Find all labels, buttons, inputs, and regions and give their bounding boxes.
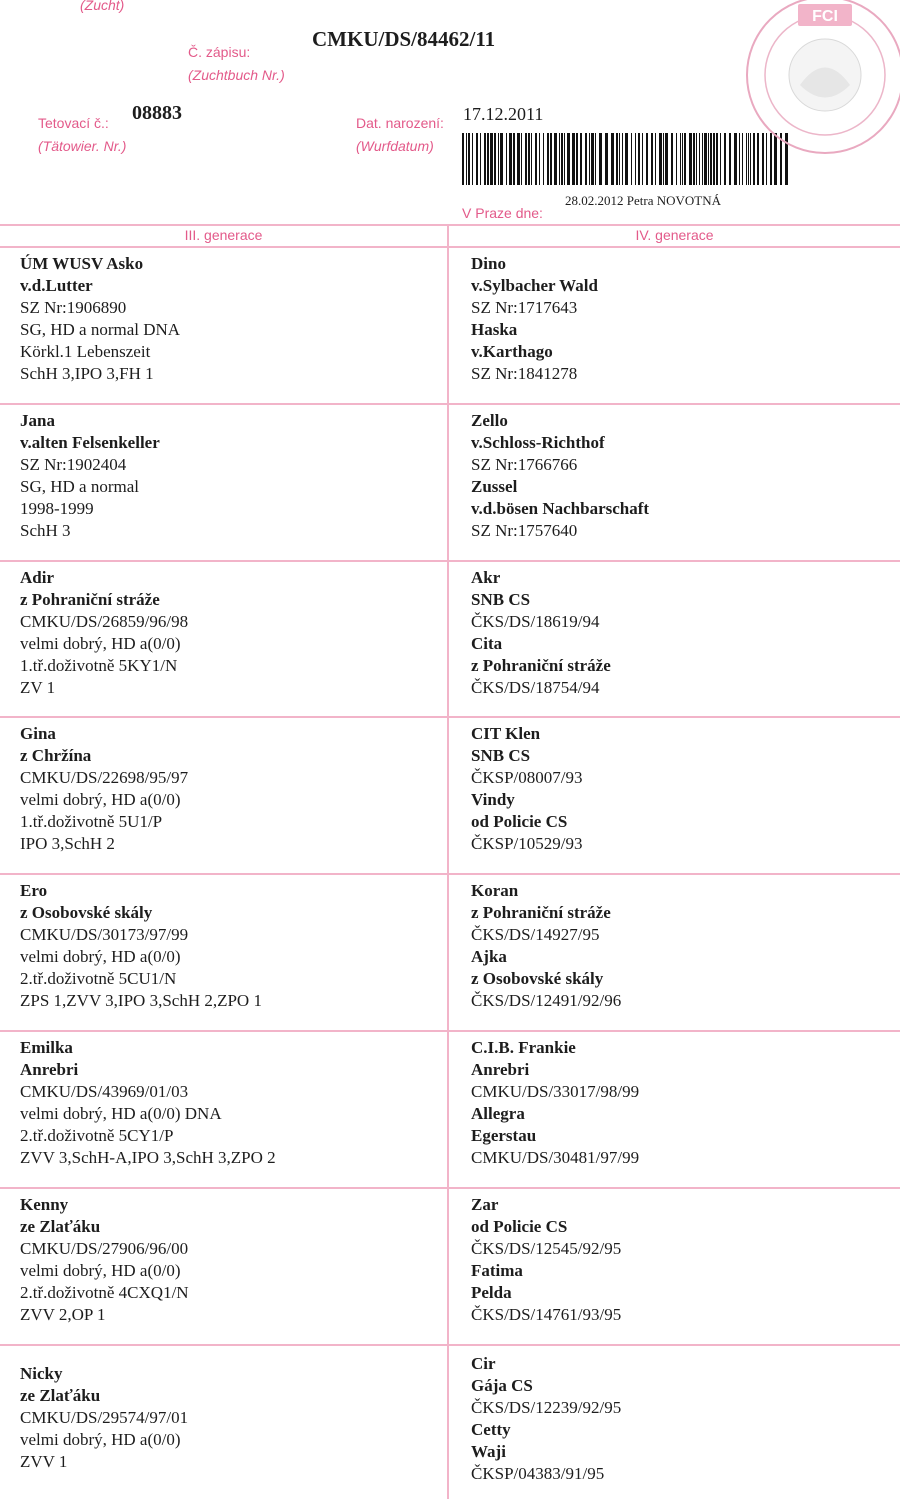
row-divider — [0, 403, 900, 405]
barcode-bar — [480, 133, 481, 185]
barcode-bar — [611, 133, 614, 185]
dog-detail-line: velmi dobrý, HD a(0/0) — [20, 1260, 181, 1280]
dog-name-line: z Pohraniční stráže — [20, 589, 160, 609]
barcode-bar — [724, 133, 726, 185]
barcode-bar — [625, 133, 628, 185]
dog-name-line: z Osobovské skály — [20, 903, 153, 923]
dog-detail-line: ČKSP/10529/93 — [471, 834, 583, 854]
dog-detail-line: CMKU/DS/30173/97/99 — [20, 925, 189, 945]
barcode-bar — [521, 133, 522, 185]
barcode-bar — [572, 133, 575, 185]
dog-name-line: Adir — [20, 567, 54, 587]
dog-name-line: Akr — [471, 567, 501, 587]
barcode-bar — [680, 133, 681, 185]
dog-detail-line: ZPS 1,ZVV 3,IPO 3,SchH 2,ZPO 1 — [20, 991, 262, 1011]
registration-label: Č. zápisu: — [188, 44, 251, 60]
barcode-bar — [513, 133, 515, 185]
barcode-bar — [659, 133, 662, 185]
row-divider — [0, 873, 900, 875]
tattoo-label-de: (Tätowier. Nr.) — [38, 138, 127, 154]
gen3-dog-entry — [20, 723, 188, 855]
dog-detail-line: CMKU/DS/43969/01/03 — [20, 1082, 189, 1101]
dog-detail-line: ČKS/DS/12545/92/95 — [471, 1238, 622, 1258]
dog-detail-line: CMKU/DS/22698/95/97 — [20, 768, 189, 788]
barcode-bar — [468, 133, 470, 185]
gen3-dog-entry — [20, 1363, 188, 1473]
dog-detail-line: 2.tř.doživotně 5CY1/P — [20, 1126, 174, 1145]
gen3-dog-entry — [20, 567, 188, 699]
registration-label-de: (Zuchtbuch Nr.) — [188, 67, 285, 83]
dog-name-line: ÚM WUSV Asko — [20, 254, 144, 273]
column-header-rule — [0, 246, 900, 248]
dog-name-line: Emilka — [20, 1038, 73, 1057]
row-divider — [0, 716, 900, 718]
gen4-parents-entry — [471, 567, 611, 699]
gen4-parents-entry — [471, 880, 621, 1012]
dog-detail-line: velmi dobrý, HD a(0/0) DNA — [20, 1104, 222, 1123]
gen4-parents-entry — [471, 1353, 621, 1485]
barcode-bar — [472, 133, 473, 185]
row-divider — [0, 1344, 900, 1346]
barcode-bar — [466, 133, 467, 185]
dog-detail-line: ČKSP/08007/93 — [471, 768, 583, 788]
dog-name-line: Cetty — [471, 1419, 511, 1439]
barcode-bar — [528, 133, 530, 185]
gen3-dog-entry — [20, 253, 180, 385]
gen4-parents-entry — [471, 410, 649, 542]
barcode-bar — [561, 133, 563, 185]
dog-name-line: Dino — [471, 254, 506, 273]
barcode-bar — [619, 133, 620, 185]
barcode-bar — [589, 133, 590, 185]
barcode-bar — [595, 133, 596, 185]
barcode-bar — [720, 133, 721, 185]
dog-name-line: Fatima — [471, 1260, 523, 1280]
dog-detail-line: ČKS/DS/14927/95 — [471, 925, 600, 945]
barcode-bar — [500, 133, 503, 185]
gen4-parents-entry — [471, 723, 582, 855]
barcode-bar — [663, 133, 664, 185]
dog-detail-line: ZVV 1 — [20, 1451, 68, 1471]
dog-detail-line: CMKU/DS/30481/97/99 — [471, 1148, 640, 1167]
dog-name-line: v.alten Felsenkeller — [20, 432, 160, 452]
barcode-bar — [591, 133, 594, 185]
barcode-bar — [642, 133, 643, 185]
dog-detail-line: SchH 3,IPO 3,FH 1 — [20, 364, 154, 383]
barcode-bar — [676, 133, 677, 185]
dog-name-line: z Pohraniční stráže — [471, 903, 611, 923]
dog-detail-line: ČKS/DS/14761/93/95 — [471, 1304, 622, 1324]
dog-name-line: SNB CS — [471, 589, 531, 609]
dog-name-line: z Osobovské skály — [471, 969, 604, 989]
dog-name-line: Koran — [471, 881, 519, 901]
dog-detail-line: SZ Nr:1766766 — [471, 454, 578, 474]
barcode-bar — [734, 133, 737, 185]
dog-name-line: Nicky — [20, 1363, 63, 1383]
dog-detail-line: SG, HD a normal DNA — [20, 320, 181, 339]
dog-name-line: Egerstau — [471, 1126, 537, 1145]
dog-name-line: z Chržína — [20, 746, 92, 766]
barcode-bar — [554, 133, 557, 185]
dog-detail-line: ČKSP/04383/91/95 — [471, 1463, 605, 1483]
barcode-bar — [635, 133, 636, 185]
dog-detail-line: ZVV 2,OP 1 — [20, 1304, 106, 1324]
birth-date-label-de: (Wurfdatum) — [356, 138, 434, 154]
barcode-bar — [671, 133, 673, 185]
column-divider — [447, 224, 449, 1499]
dog-name-line: Anrebri — [471, 1060, 530, 1079]
dog-detail-line: SZ Nr:1902404 — [20, 454, 127, 474]
gen3-dog-entry — [20, 1037, 276, 1169]
dog-name-line: SNB CS — [471, 746, 531, 766]
zucht-label: (Zucht) — [80, 0, 125, 13]
dog-name-line: Kenny — [20, 1194, 69, 1214]
barcode-bar — [490, 133, 493, 185]
barcode-bar — [585, 133, 587, 185]
barcode-bar — [729, 133, 731, 185]
barcode-bar — [682, 133, 683, 185]
dog-name-line: od Policie CS — [471, 1216, 568, 1236]
barcode-bar — [462, 133, 464, 185]
barcode-bar — [605, 133, 608, 185]
row-divider — [0, 1187, 900, 1189]
dog-name-line: v.Karthago — [471, 342, 553, 361]
dog-name-line: Allegra — [471, 1104, 525, 1123]
gen3-dog-entry — [20, 1194, 189, 1326]
dog-name-line: v.Schloss-Richthof — [471, 432, 605, 452]
barcode-bar — [517, 133, 520, 185]
barcode-bar — [476, 133, 478, 185]
gen4-parents-entry — [471, 1037, 639, 1169]
barcode-bar — [684, 133, 686, 185]
tattoo-number: 08883 — [132, 102, 182, 124]
barcode-bar — [509, 133, 512, 185]
gen3-dog-entry — [20, 880, 262, 1012]
column-header-gen3: III. generace — [184, 227, 263, 243]
barcode-bar — [708, 133, 709, 185]
dog-name-line: od Policie CS — [471, 812, 568, 832]
barcode-bar — [665, 133, 668, 185]
barcode-bar — [702, 133, 703, 185]
dog-detail-line: SZ Nr:1717643 — [471, 298, 578, 317]
dog-detail-line: CMKU/DS/27906/96/00 — [20, 1238, 189, 1258]
barcode-bar — [631, 133, 632, 185]
barcode-bar — [498, 133, 499, 185]
barcode-bar — [696, 133, 697, 185]
gen3-dog-entry — [20, 410, 160, 542]
dog-name-line: v.d.bösen Nachbarschaft — [471, 498, 650, 518]
dog-detail-line: ČKS/DS/12239/92/95 — [471, 1397, 622, 1417]
dog-name-line: CIT Klen — [471, 724, 541, 744]
dog-detail-line: ČKS/DS/18619/94 — [471, 611, 600, 631]
barcode-bar — [693, 133, 695, 185]
barcode-bar — [689, 133, 692, 185]
dog-name-line: Gája CS — [471, 1375, 533, 1395]
barcode-bar — [704, 133, 707, 185]
dog-name-line: Haska — [471, 320, 518, 339]
stamp-label: FCI — [812, 8, 838, 25]
barcode-bar — [576, 133, 578, 185]
dog-name-line: Waji — [471, 1441, 506, 1461]
barcode-bar — [535, 133, 537, 185]
dog-detail-line: ČKS/DS/12491/92/96 — [471, 991, 622, 1011]
barcode-bar — [699, 133, 700, 185]
fci-stamp — [740, 0, 900, 160]
dog-detail-line: SchH 3 — [20, 520, 71, 540]
dog-name-line: Ajka — [471, 947, 507, 967]
dog-detail-line: SZ Nr:1906890 — [20, 298, 127, 317]
dog-detail-line: SG, HD a normal — [20, 476, 139, 496]
birth-date: 17.12.2011 — [463, 104, 544, 124]
dog-name-line: Vindy — [471, 790, 515, 810]
gen4-parents-entry — [471, 1194, 621, 1326]
barcode-bar — [550, 133, 552, 185]
row-divider — [0, 1030, 900, 1032]
birth-date-label: Dat. narození: — [356, 115, 444, 131]
barcode-bar — [525, 133, 527, 185]
column-header-gen4: IV. generace — [635, 227, 714, 243]
dog-detail-line: ZV 1 — [20, 677, 56, 697]
dog-detail-line: IPO 3,SchH 2 — [20, 834, 115, 854]
dog-detail-line: Körkl.1 Lebenszeit — [20, 342, 151, 361]
dog-detail-line: CMKU/DS/26859/96/98 — [20, 611, 189, 631]
barcode-bar — [580, 133, 582, 185]
dog-name-line: Cita — [471, 633, 503, 653]
barcode-bar — [531, 133, 532, 185]
dog-name-line: z Pohraniční stráže — [471, 655, 611, 675]
dog-name-line: Cir — [471, 1353, 496, 1373]
dog-detail-line: 1.tř.doživotně 5KY1/N — [20, 655, 178, 675]
dog-detail-line: velmi dobrý, HD a(0/0) — [20, 947, 181, 967]
barcode-bar — [638, 133, 640, 185]
barcode-bar — [484, 133, 486, 185]
dog-detail-line: 1.tř.doživotně 5U1/P — [20, 812, 163, 832]
dog-detail-line: velmi dobrý, HD a(0/0) — [20, 633, 181, 653]
dog-detail-line: CMKU/DS/29574/97/01 — [20, 1407, 189, 1427]
barcode-bar — [713, 133, 715, 185]
barcode-bar — [543, 133, 544, 185]
dog-name-line: ze Zlaťáku — [20, 1385, 101, 1405]
barcode-bar — [616, 133, 618, 185]
row-divider — [0, 560, 900, 562]
registration-number: CMKU/DS/84462/11 — [312, 27, 496, 51]
dog-detail-line: ČKS/DS/18754/94 — [471, 677, 600, 697]
barcode-bar — [487, 133, 489, 185]
barcode-bar — [567, 133, 570, 185]
dog-detail-line: 2.tř.doživotně 5CU1/N — [20, 969, 177, 989]
dog-name-line: Zello — [471, 410, 508, 430]
barcode-bar — [547, 133, 549, 185]
dog-name-line: Ero — [20, 881, 48, 901]
dog-name-line: C.I.B. Frankie — [471, 1038, 576, 1057]
dog-name-line: Pelda — [471, 1282, 512, 1302]
dog-name-line: Gina — [20, 724, 56, 744]
dog-name-line: Jana — [20, 410, 55, 430]
barcode-bar — [539, 133, 540, 185]
barcode-bar — [506, 133, 507, 185]
issued-date-signature: 28.02.2012 Petra NOVOTNÁ — [565, 193, 721, 208]
barcode-bar — [716, 133, 718, 185]
dog-detail-line: 2.tř.doživotně 4CXQ1/N — [20, 1282, 189, 1302]
dog-detail-line: ZVV 3,SchH-A,IPO 3,SchH 3,ZPO 2 — [20, 1148, 276, 1167]
barcode-bar — [559, 133, 560, 185]
dog-name-line: ze Zlaťáku — [20, 1216, 101, 1236]
dog-detail-line: 1998-1999 — [20, 498, 94, 518]
gen4-parents-entry — [471, 253, 598, 385]
barcode-bar — [651, 133, 653, 185]
barcode-bar — [655, 133, 656, 185]
barcode-bar — [494, 133, 496, 185]
dog-detail-line: SZ Nr:1757640 — [471, 520, 578, 540]
dog-name-line: v.d.Lutter — [20, 276, 93, 295]
tattoo-label: Tetovací č.: — [38, 115, 109, 131]
dog-detail-line: SZ Nr:1841278 — [471, 364, 578, 383]
barcode-bar — [622, 133, 623, 185]
dog-name-line: Zar — [471, 1194, 499, 1214]
barcode-bar — [564, 133, 565, 185]
header-rule — [0, 224, 900, 226]
dog-detail-line: velmi dobrý, HD a(0/0) — [20, 1429, 181, 1449]
dog-detail-line: CMKU/DS/33017/98/99 — [471, 1082, 640, 1101]
barcode-bar — [646, 133, 648, 185]
barcode-bar — [599, 133, 602, 185]
dog-name-line: Anrebri — [20, 1060, 79, 1079]
dog-name-line: Zussel — [471, 476, 518, 496]
dog-detail-line: velmi dobrý, HD a(0/0) — [20, 790, 181, 810]
place-date-label: V Praze dne: — [462, 205, 543, 221]
barcode-bar — [710, 133, 712, 185]
dog-name-line: v.Sylbacher Wald — [471, 276, 598, 295]
